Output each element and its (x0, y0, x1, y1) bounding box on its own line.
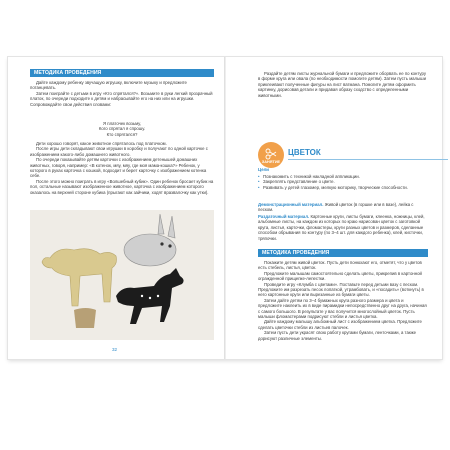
left-page (8, 57, 224, 359)
paragraph: После этого можно поиграть в игру «Волшебный кубик». Один ребенок бросает кубик на пол, остальные называют изображенное животное, карточка с изображением которого оказалось на верхней стороне кубика (прыгают как зайчики, ходят вразвалочку как утки). (30, 178, 214, 195)
paragraph: По очереди показывайте детям карточки с изображением детенышей домашних животных, говоря, например: «В котенок, мяу, мяу, где моя мама-кошка?» Ребенок, у которого в руках карточка с кошкой, подходит и берет карточку с изображением котенка себе. (30, 157, 207, 179)
paragraph: Раздайте детям листы журнальной бумаги и предложите оборвать ее по контуру в форме круга или овала (по необходимости помогите детям). Затем пусть малыши приклеивают полученные фигуры на лист ватмана. Помогите детям оформить картинку, дорисовав детали и придавая образу сходство с определенными животными. (258, 71, 427, 98)
goal-item: • Закреплять представление о цвете. (258, 179, 428, 184)
section-bar-method: МЕТОДИКА ПРОВЕДЕНИЯ (30, 69, 214, 77)
verse-line: Я платочек возьму, (102, 121, 142, 126)
paragraph: Проведите игру «Клумба с цветами». Поставьте перед детьми вазу с песком. Предложите им разрезать песок лопаткой, утрамбовать, и «посадить» (воткнуть) в него картонные круги или вырезанные из бумаги цветы. (258, 281, 424, 298)
topic-title: ЦВЕТОК (288, 148, 321, 157)
demo-material (258, 202, 428, 213)
page-number: 32 (112, 347, 118, 352)
lesson-badge-label: ЗАНЯТИЕ (261, 160, 281, 164)
verse-line: Кого спрятал я спрошу. (98, 126, 146, 132)
paragraph: Предложите малышам самостоятельно сделать цветы, прикрепив в картонной огражденной прищепке-лепестки. (258, 270, 422, 282)
demo-material-label: Демонстрационный материал. (258, 202, 324, 207)
paragraph: Затем пусть дети украсят свою работу кругами бумаги, ленточками, а также дорисуют различные элементы. (258, 330, 416, 341)
paragraph: Затем дайте детям по 3–4 бумажных круга разного размера и цвета и предложите наклеить их в виде пирамидки непосредственно друг на друга, начиная с самого большого. В результате у вас получится многослойный цветок. Пусть малыши фломастерами подрисуют стебли и листья цветка. (258, 297, 427, 320)
goal-item: • Развивать у детей глазомер, мелкую моторику, творческие способности. (258, 185, 428, 190)
verse (30, 121, 214, 137)
goals-list (258, 174, 428, 190)
handout-material-text: Картонные круги, листы бумаги, клеенка, ножницы, клей, альбомные листы, на каждом из которых по краю нарисован цветок с заготовкой круга, листья, карточки, фломастеры, круги разных цветов и размеров, сделанные способом обрывания по контуру (по 3–4 шт. для каждого ребенка), клей, кисточки, тряпочки. (258, 214, 425, 241)
left-text-block-2 (30, 141, 214, 195)
scissors-icon (258, 142, 284, 168)
right-text-block (258, 260, 428, 341)
goal-item: • Познакомить с техникой накладной аппликации. (258, 174, 428, 179)
applique-artwork (30, 210, 214, 340)
goals-heading: Цели (258, 167, 269, 172)
demo-material-text: Живой цветок (в горшке или в вазе), лейка с песком. (258, 202, 414, 213)
book-spread (8, 57, 442, 359)
right-page (226, 57, 442, 359)
children-applique-photo (30, 210, 214, 340)
paragraph: Дайте каждому малышу альбомный лист с изображением цветка. Предложите сделать цветочки стебли из листьев палочек. (258, 319, 422, 330)
topic-divider (288, 159, 448, 160)
paragraph: Затем поиграйте с детьми в игру «Кто спрятался?». Возьмите в руки легкий прозрачный платок, по очереди подходите к детям и набрасывайте его на них или на игрушки. Сопровождайте свои действия словами: (30, 90, 213, 107)
intro-text (258, 71, 428, 98)
paragraph: Покажите детям живой цветок. Пусть дети понюхают его, отметят, что у цветов есть стебель, листья, цветок. (258, 260, 422, 271)
paragraph: Дайте каждому ребенку звучащую игрушку, включите музыку и предложите потанцевать. (30, 80, 187, 91)
paragraph: После игры дети складывают свои игрушки в коробку и получают по одной карточке с изображением какого-либо домашнего животного. (30, 146, 208, 157)
handout-material (258, 214, 428, 241)
left-text-block (30, 80, 214, 107)
section-bar-method: МЕТОДИКА ПРОВЕДЕНИЯ (258, 249, 428, 257)
verse-line: Кто спрятался? (106, 131, 138, 137)
handout-material-label: Раздаточный материал. (258, 214, 310, 219)
paragraph: Дети хорошо говорят, какое животное спряталось под платочком. (36, 141, 167, 146)
lesson-badge (258, 142, 284, 168)
